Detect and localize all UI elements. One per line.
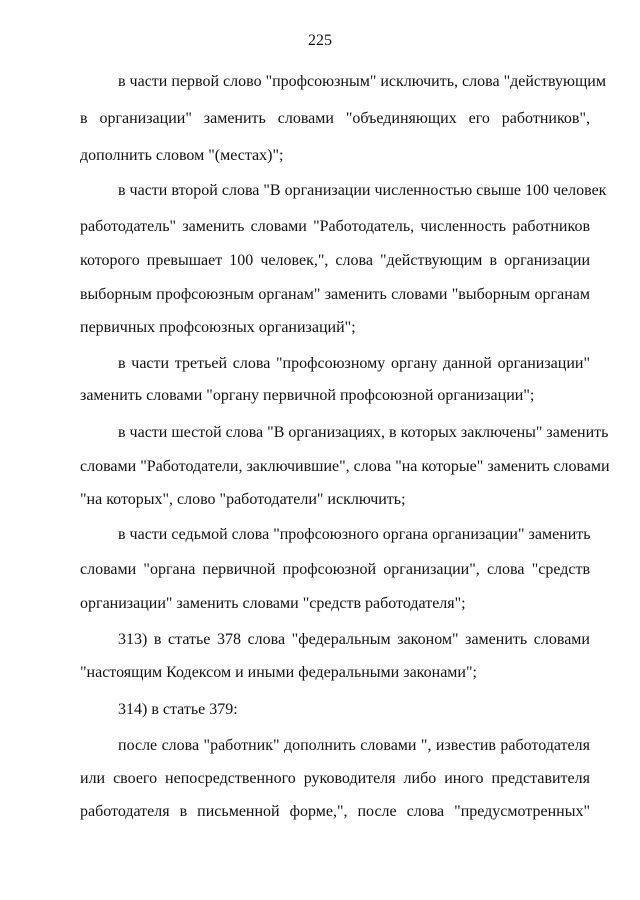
text-line: заменить словами "органу первичной профсоюзной организации"; [80, 387, 535, 404]
text-line: организации" заменить словами "средств работодателя"; [80, 595, 466, 612]
text-line: после слова "работник" дополнить словами ", известив работодателя [118, 737, 590, 754]
text-line: выборным профсоюзным органам" заменить словами "выборным органам [80, 286, 590, 303]
text-line: или своего непосредственного руководителя либо иного представителя [80, 770, 590, 787]
text-line: работодатель" заменить словами "Работодатель, численность работников [80, 218, 590, 235]
text-line: в части шестой слова "В организациях, в которых заключены" заменить [118, 424, 609, 441]
text-line: в части седьмой слова "профсоюзного органа организации" заменить [118, 526, 591, 543]
text-line: дополнить словом "(местах)"; [80, 147, 284, 164]
text-line: в организации" заменить словами "объединяющих его работников", [80, 110, 590, 127]
text-line: словами "органа первичной профсоюзной организации", слова "средств [80, 561, 590, 578]
text-line: первичных профсоюзных организаций"; [80, 319, 356, 336]
text-line: в части первой слово "профсоюзным" исключить, слова "действующим [118, 73, 606, 90]
text-line: словами "Работодатели, заключившие", слова "на которые" заменить словами [80, 458, 610, 475]
text-line: "настоящим Кодексом и иными федеральными законами"; [80, 664, 477, 681]
page-number: 225 [308, 32, 332, 49]
text-line: в части второй слова "В организации численностью свыше 100 человек [118, 182, 607, 199]
text-line: 313) в статье 378 слова "федеральным законом" заменить словами [118, 631, 590, 648]
text-line: которого превышает 100 человек,", слова "действующим в организации [80, 252, 590, 269]
text-line: 314) в статье 379: [118, 701, 238, 718]
text-line: "на которых", слово "работодатели" исключить; [80, 491, 406, 508]
text-line: в части третьей слова "профсоюзному органу данной организации" [118, 355, 590, 372]
text-line: работодателя в письменной форме,", после слова "предусмотренных" [80, 803, 590, 820]
